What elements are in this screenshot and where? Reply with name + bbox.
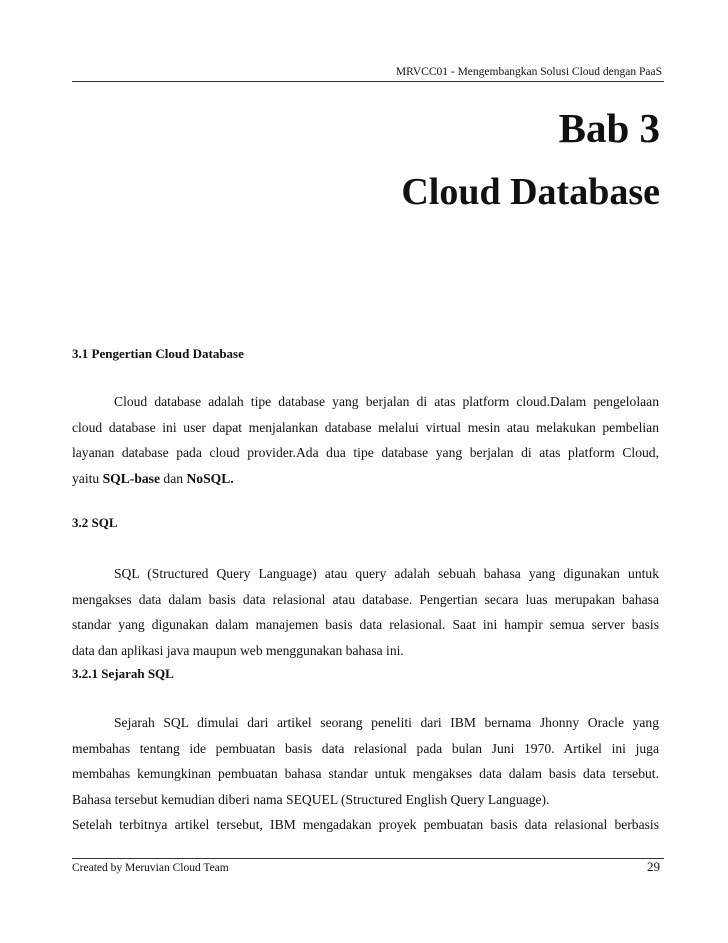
chapter-title: Cloud Database	[401, 171, 660, 213]
paragraph-line: cloud database ini user dapat menjalankan database melalui virtual mesin atau melakukan pembelian	[72, 419, 659, 435]
footer-rule	[72, 858, 664, 859]
paragraph-line: data dan aplikasi java maupun web menggunakan bahasa ini.	[72, 642, 404, 658]
paragraph-line: Sejarah SQL dimulai dari artikel seorang peneliti dari IBM bernama Jhonny Oracle yang	[114, 715, 659, 730]
paragraph-line: Bahasa tersebut kemudian diberi nama SEQUEL (Structured English Query Language).	[72, 791, 550, 807]
term-sql-base: SQL-base	[102, 470, 161, 486]
paragraph-3-2-1	[72, 710, 659, 838]
paragraph-line: Cloud database adalah tipe database yang berjalan di atas platform cloud.Dalam pengelolaan	[114, 394, 659, 409]
text-run: dan	[160, 470, 187, 486]
paragraph-line: layanan database pada cloud provider.Ada dua tipe database yang berjalan di atas platform Cloud,	[72, 445, 659, 460]
paragraph-3-1	[72, 389, 659, 491]
text-run: yaitu	[72, 470, 103, 486]
paragraph-line	[72, 466, 659, 492]
section-heading-3-2-1: 3.2.1 Sejarah SQL	[72, 666, 174, 681]
footer-text: Created by Meruvian Cloud Team	[72, 862, 229, 874]
header-rule	[72, 81, 664, 82]
paragraph-3-2	[72, 561, 659, 663]
paragraph-line: Setelah terbitnya artikel tersebut, IBM mengadakan proyek pembuatan basis data relasional berbasis	[72, 817, 659, 832]
section-heading-3-2: 3.2 SQL	[72, 515, 118, 530]
term-nosql: NoSQL.	[186, 470, 234, 486]
page-number: 29	[647, 859, 660, 874]
header-text: MRVCC01 - Mengembangkan Solusi Cloud dengan PaaS	[395, 66, 662, 78]
paragraph-line: mengakses data dalam basis data relasional atau database. Pengertian secara luas merupakan bahasa	[72, 591, 659, 607]
paragraph-line: SQL (Structured Query Language) atau query adalah sebuah bahasa yang digunakan untuk	[114, 566, 659, 581]
paragraph-line: membahas kemungkinan pembuatan bahasa standar untuk mengakses data dalam basis data tersebut.	[72, 766, 659, 781]
paragraph-line: standar yang digunakan dalam manajemen basis data relasional. Saat ini hampir semua server basis	[72, 617, 659, 632]
chapter-number: Bab 3	[558, 105, 660, 151]
section-heading-3-1: 3.1 Pengertian Cloud Database	[72, 346, 244, 361]
paragraph-line: membahas tentang ide pembuatan basis data relasional pada bulan Juni 1970. Artikel ini juga	[72, 740, 659, 756]
